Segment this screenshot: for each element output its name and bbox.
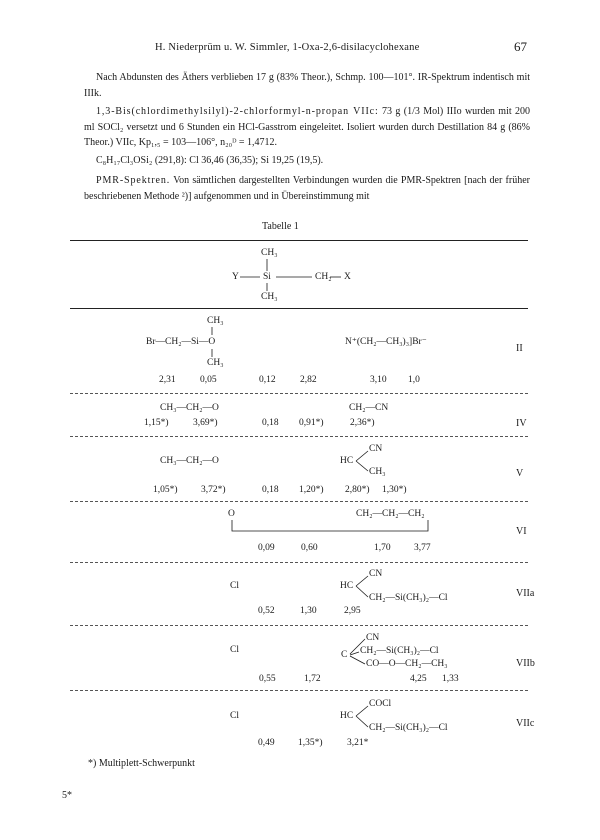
row-VIIc-right-bottom: CH₂—Si(CH₃)₂—Cl [369, 723, 448, 733]
row-VIIb-compound: VIIb [516, 658, 535, 669]
row-V-value-6: 1,30*) [382, 485, 407, 495]
row-VIIb-value-2: 1,72 [304, 674, 321, 684]
row-VIIa-right-hc: HC [340, 581, 354, 591]
row-VIIa-compound: VIIa [516, 588, 535, 599]
row-VIIb-right-c: C [341, 650, 348, 660]
compound-heading: 1,3-Bis(chlordimethylsilyl)-2-chlorformyl-n-propan VIIc: [96, 106, 379, 117]
row-IV-value-2: 3,69*) [193, 418, 218, 428]
row-VI-right-formula: CH₂—CH₂—CH₂ [356, 509, 425, 519]
row-V-right-bottom: CH₃ [369, 467, 386, 477]
row-VIIc-left-formula: Cl [230, 711, 239, 721]
row-IV-left-formula: CH₃—CH₂—O [160, 403, 219, 413]
running-head: H. Niederprüm u. W. Simmler, 1-Oxa-2,6-disilacyclohexane [155, 42, 420, 53]
paragraph-2-text: 73 g (1/3 Mol) IIIo wurden mit 200 ml SOCl₂ versetzt und 6 Stunden ein HCl-Gasstrom eingeleitet. Isoliert wurden durch Destillation 84 g (86% Theor.) VIIc, Kp₁,₅ = 103—106°, n₂₀ᴰ = 1,4712. [84, 106, 530, 148]
row-II-left-bottom: CH₃ [207, 358, 224, 368]
row-VIIc-right-hc: HC [340, 711, 354, 721]
row-VIIa-right-top: CN [369, 569, 383, 579]
table-footnote: *) Multiplett-Schwerpunkt [88, 758, 195, 769]
row-V-value-3: 0,18 [262, 485, 279, 495]
row-VIIa-value-2: 1,30 [300, 606, 317, 616]
row-VIIb-right-line-1: CN [366, 633, 380, 643]
page-number: 67 [514, 39, 527, 54]
row-VI-value-1: 0,09 [258, 543, 275, 553]
row-VI-value-4: 3,77 [414, 543, 431, 553]
row-VI-value-3: 1,70 [374, 543, 391, 553]
row-II-value-6: 1,0 [408, 375, 420, 385]
header-y: Y [232, 272, 239, 282]
table-title: Tabelle 1 [262, 221, 299, 232]
row-II-left-formula: Br—CH₂—Si—O [146, 337, 216, 347]
row-VI-compound: VI [516, 526, 527, 537]
row-VIIc-value-3: 3,21* [347, 738, 369, 748]
row-V-compound: V [516, 468, 524, 479]
row-VIIb-right-line-2: CH₂—Si(CH₃)₂—Cl [360, 646, 439, 656]
row-V-left-formula: CH₃—CH₂—O [160, 456, 219, 466]
row-II-compound: II [516, 343, 523, 354]
section-heading: PMR-Spektren. [96, 175, 171, 186]
row-VIIc-right-top: COCl [369, 699, 392, 709]
row-IV-value-4: 0,91*) [299, 418, 324, 428]
elemental-analysis: C₈H₁₇Cl₃OSi₂ (291,8): Cl 36,46 (36,35); Si 19,25 (19,5). [96, 155, 324, 166]
row-VIIc-value-1: 0,49 [258, 738, 275, 748]
row-VIIb-left-formula: Cl [230, 645, 239, 655]
row-VI-value-2: 0,60 [301, 543, 318, 553]
row-VIIa-value-1: 0,52 [258, 606, 275, 616]
row-VIIa-value-3: 2,95 [344, 606, 361, 616]
header-ch3-bottom: CH₃ [261, 292, 278, 302]
row-VIIb-value-3: 4,25 [410, 674, 427, 684]
row-II-value-4: 2,82 [300, 375, 317, 385]
row-IV-compound: IV [516, 418, 527, 429]
row-V-value-1: 1,05*) [153, 485, 178, 495]
row-IV-value-1: 1,15*) [144, 418, 169, 428]
row-V-value-2: 3,72*) [201, 485, 226, 495]
row-VIIa-left-formula: Cl [230, 581, 239, 591]
row-V-right-hc: HC [340, 456, 354, 466]
row-IV-right-formula: CH₂—CN [349, 403, 389, 413]
row-II-value-1: 2,31 [159, 375, 176, 385]
row-VIIc-compound: VIIc [516, 718, 535, 729]
row-II-value-3: 0,12 [259, 375, 276, 385]
header-si: Si [263, 272, 271, 282]
header-x: X [344, 272, 351, 282]
row-V-value-5: 2,80*) [345, 485, 370, 495]
row-V-right-top: CN [369, 444, 383, 454]
row-VIIb-right-line-3: CO—O—CH₂—CH₃ [366, 659, 448, 669]
header-ch3-top: CH₃ [261, 248, 278, 258]
printer-signature: 5* [62, 790, 72, 801]
row-VIIc-value-2: 1,35*) [298, 738, 323, 748]
row-II-right-formula: N⁺(CH₂—CH₃)₃]Br⁻ [345, 337, 427, 347]
row-IV-value-5: 2,36*) [350, 418, 375, 428]
row-II-value-5: 3,10 [370, 375, 387, 385]
row-II-value-2: 0,05 [200, 375, 217, 385]
row-II-left-top: CH₃ [207, 316, 224, 326]
header-ch2: CH₂ [315, 272, 332, 282]
row-IV-value-3: 0,18 [262, 418, 279, 428]
paragraph-4-text: Von sämtlichen dargestellten Verbindungen wurden die PMR-Spektren [nach der früher beschriebenen Methode ²)] aufgenommen und in Übereinstimmung mit [84, 175, 530, 202]
row-VIIb-value-4: 1,33 [442, 674, 459, 684]
row-VIIb-value-1: 0,55 [259, 674, 276, 684]
row-V-value-4: 1,20*) [299, 485, 324, 495]
row-VI-left-formula: O [228, 509, 235, 519]
paragraph-1-text: Nach Abdunsten des Äthers verblieben 17 g (83% Theor.), Schmp. 100—101°. IR-Spektrum indentisch mit IIIk. [84, 72, 530, 99]
row-VIIa-right-bottom: CH₂—Si(CH₃)₂—Cl [369, 593, 448, 603]
